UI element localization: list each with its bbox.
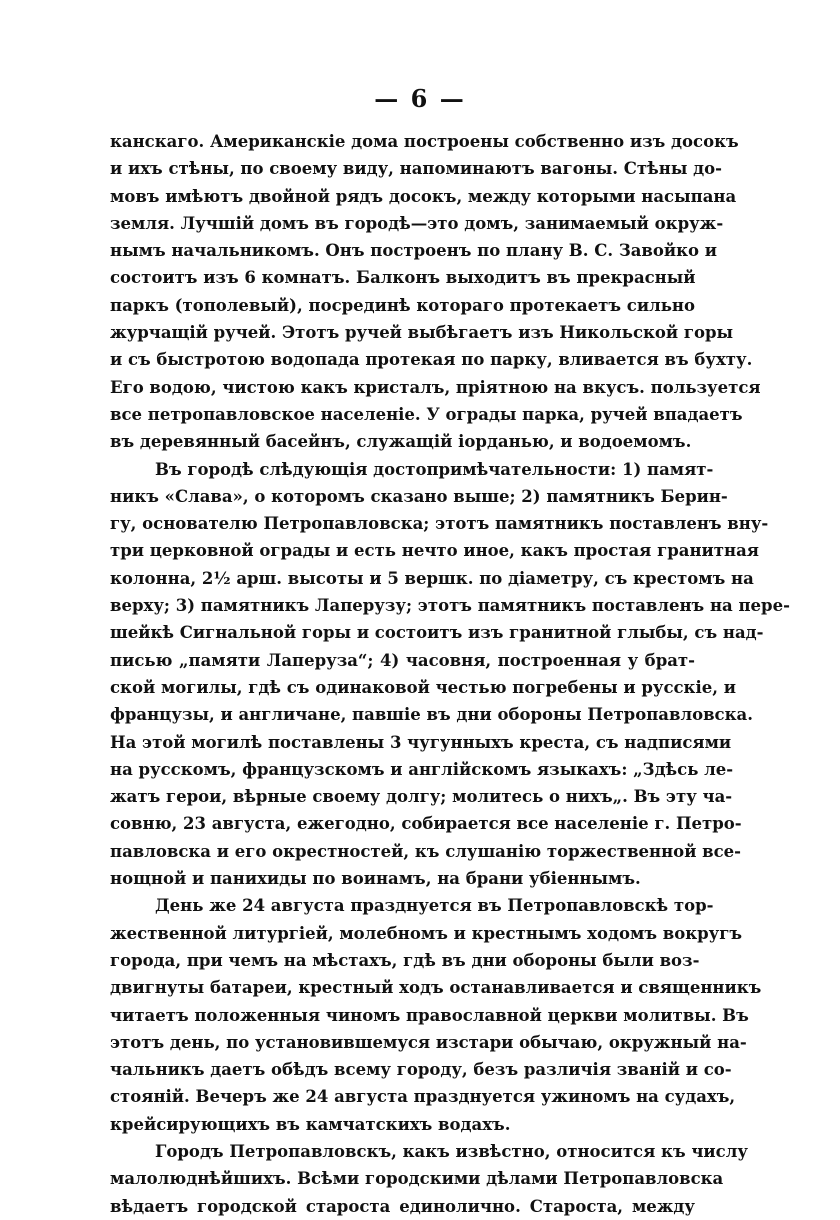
page-number: — 6 — — [374, 84, 466, 113]
text-line: На этой могилѣ поставлены 3 чугунныхъ креста, съ надписями — [110, 732, 732, 752]
text-line: гу, основателю Петропавловска; этотъ памятникъ поставленъ вну- — [110, 514, 769, 534]
text-line: состоитъ изъ 6 комнатъ. Балконъ выходитъ въ прекрасный — [110, 268, 696, 288]
text-line: верху; 3) памятникъ Лаперузу; этотъ памятникъ поставленъ на пере- — [110, 596, 790, 616]
text-line: мовъ имѣютъ двойной рядъ досокъ, между которыми насыпана — [110, 186, 737, 206]
text-line: писью „памяти Лаперуза“; 4) часовня, построенная у брат- — [110, 650, 695, 670]
text-line: День же 24 августа празднуется въ Петропавловскѣ тор- — [155, 896, 714, 916]
text-line: канскаго. Американскіе дома построены собственно изъ досокъ — [110, 132, 739, 151]
text-line: стояній. Вечеръ же 24 августа празднуется ужиномъ на судахъ, — [110, 1087, 736, 1107]
text-line: чальникъ даетъ обѣдъ всему городу, безъ различія званій и со- — [110, 1060, 732, 1080]
text-line: двигнуты батареи, крестный ходъ останавливается и священникъ — [110, 978, 762, 998]
text-line: павловска и его окрестностей, къ слушанію торжественной все- — [110, 841, 742, 861]
text-line: ской могилы, гдѣ съ одинаковой честью погребены и русскіе, и — [110, 677, 736, 697]
text-line: никъ «Слава», о которомъ сказано выше; 2) памятникъ Берин- — [110, 486, 728, 506]
text-line: и съ быстротою водопада протекая по парку, вливается въ бухту. — [110, 350, 753, 370]
text-line: все петропавловское населеніе. У ограды парка, ручей впадаетъ — [110, 404, 743, 424]
paragraph — [110, 892, 762, 1138]
text-line: и ихъ стѣны, по своему виду, напоминаютъ вагоны. Стѣны до- — [110, 159, 722, 179]
text-line: Городъ Петропавловскъ, какъ извѣстно, относится къ числу — [155, 1141, 748, 1161]
text-line: малолюднѣйшихъ. Всѣми городскими дѣлами Петропавловска — [110, 1169, 724, 1189]
paragraph — [110, 128, 761, 456]
text-line: читаетъ положенныя чиномъ православной церкви молитвы. Въ — [110, 1005, 749, 1025]
text-line: земля. Лучшій домъ въ городѣ—это домъ, занимаемый окруж- — [110, 213, 724, 233]
paragraph — [110, 1138, 748, 1220]
text-line: французы, и англичане, павшіе въ дни обороны Петропавловска. — [110, 705, 753, 725]
text-line: этотъ день, по установившемуся изстари обычаю, окружный на- — [110, 1032, 747, 1052]
text-line: колонна, 2½ арш. высоты и 5 вершк. по діаметру, съ крестомъ на — [110, 568, 754, 588]
text-line: въ деревянный басейнъ, служащій іорданью, и водоемомъ. — [110, 432, 692, 452]
text-line: три церковной ограды и есть нечто иное, какъ простая гранитная — [110, 541, 759, 561]
text-line: шейкѣ Сигнальной горы и состоитъ изъ гранитной глыбы, съ над- — [110, 623, 764, 643]
paragraph — [110, 456, 790, 893]
text-line: паркъ (тополевый), посрединѣ котораго протекаетъ сильно — [110, 295, 695, 315]
text-line: вѣдаетъ городской староста единолично. Староста, между — [110, 1196, 695, 1216]
text-line: Его водою, чистою какъ кристалъ, пріятною на вкусъ. пользуется — [110, 377, 761, 397]
text-line: города, при чемъ на мѣстахъ, гдѣ въ дни обороны были воз- — [110, 950, 700, 970]
body-text — [110, 128, 790, 1220]
text-line: жатъ герои, вѣрные своему долгу; молитесь о нихъ„. Въ эту ча- — [110, 787, 733, 807]
text-line: совню, 23 августа, ежегодно, собирается все населеніе г. Петро- — [110, 814, 742, 834]
text-line: на русскомъ, французскомъ и англійскомъ языкахъ: „Здѣсь ле- — [110, 759, 734, 779]
text-line: нымъ начальникомъ. Онъ построенъ по плану В. С. Завойко и — [110, 241, 718, 261]
text-line: нощной и панихиды по воинамъ, на брани убіеннымъ. — [110, 869, 641, 889]
text-line: жественной литургіей, молебномъ и крестнымъ ходомъ вокругъ — [110, 923, 743, 943]
text-line: крейсирующихъ въ камчатскихъ водахъ. — [110, 1114, 511, 1134]
text-line: журчащій ручей. Этотъ ручей выбѣгаетъ изъ Никольской горы — [110, 323, 734, 343]
text-line: Въ городѣ слѣдующія достопримѣчательности: 1) памят- — [155, 459, 714, 479]
